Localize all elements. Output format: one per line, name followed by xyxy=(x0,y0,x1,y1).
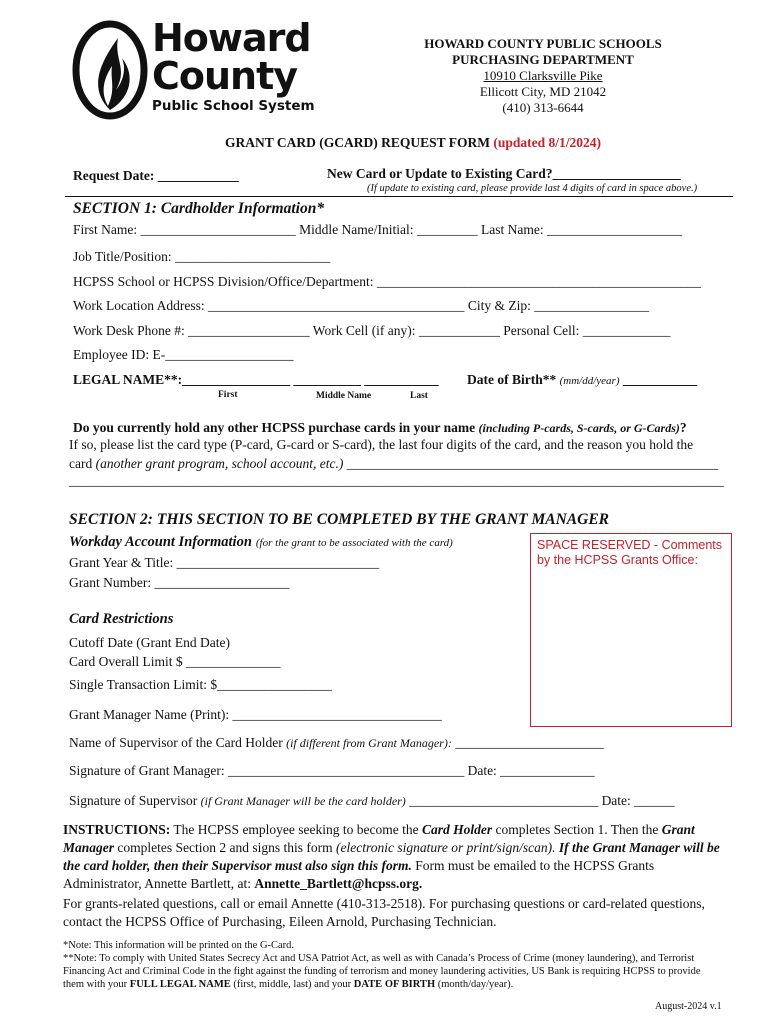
legal-middle-caption: Middle Name xyxy=(316,391,372,401)
instructions-email-link[interactable]: Annette_Bartlett@hcpss.org. xyxy=(254,876,423,891)
dob-format: (mm/dd/year) xyxy=(559,375,620,387)
grant-number-field[interactable]: Grant Number: ____________________ xyxy=(69,575,290,590)
work-address-field[interactable]: Work Location Address: ______________________________________ City & Zip: _________________ xyxy=(73,298,650,313)
street-address: 10910 Clarksville Pike xyxy=(483,68,603,83)
contact-paragraph: For grants-related questions, call or email Annette (410-313-2518). For purchasing questions or card-related questions, contact the HCPSS Office of Purchasing, Eileen Arnold, Purchasing Technician. xyxy=(63,896,705,929)
employee-id-field[interactable]: Employee ID: E-___________________ xyxy=(73,347,294,362)
instructions-card-holder: Card Holder xyxy=(422,822,493,837)
instructions-paragraph xyxy=(63,821,723,893)
dob-field[interactable] xyxy=(467,372,697,388)
question-instructions: If so, please list the card type (P-card, G-card or S-card), the last four digits of the card, and the reason you hold the xyxy=(69,437,694,452)
dept-name: PURCHASING DEPARTMENT xyxy=(452,52,634,67)
instructions-supervisor-rule: If the Grant Manager will be the card holder, then their Supervisor must also sign this form. xyxy=(63,840,720,873)
other-cards-line-2[interactable]: _________________________________________________________________________________________________ xyxy=(69,473,724,488)
name-fields[interactable]: First Name: _______________________ Middle Name/Initial: _________ Last Name: ____________________ xyxy=(73,222,682,237)
supervisor-signature-condition: (if Grant Manager will be the card holder) xyxy=(200,794,406,808)
city-address: Ellicott City, MD 21042 xyxy=(479,84,607,99)
question-card-types: (including P-cards, S-cards, or G-Cards) xyxy=(478,421,680,435)
grant-manager-signature-field[interactable]: Signature of Grant Manager: ___________________________________ Date: ______________ xyxy=(69,763,595,778)
phone-number: (410) 313-6644 xyxy=(502,100,584,115)
phone-fields[interactable]: Work Desk Phone #: __________________ Work Cell (if any): ____________ Personal Cell: _____________ xyxy=(73,323,671,338)
grant-manager-name-field[interactable]: Grant Manager Name (Print): _______________________________ xyxy=(69,707,442,722)
card-word: card xyxy=(69,456,93,471)
divider xyxy=(65,196,733,197)
cutoff-date-field[interactable]: Cutoff Date (Grant End Date) xyxy=(69,635,230,650)
legal-first-caption: First xyxy=(218,390,238,400)
supervisor-signature-line: ____________________________ Date: ______ xyxy=(409,793,675,808)
school-field[interactable]: HCPSS School or HCPSS Division/Office/Department: ________________________________________________ xyxy=(73,274,701,289)
section2-heading: SECTION 2: THIS SECTION TO BE COMPLETED BY THE GRANT MANAGER xyxy=(69,511,610,528)
single-transaction-field[interactable]: Single Transaction Limit: $_________________ xyxy=(69,677,332,692)
instructions-text-1: The HCPSS employee seeking to become the xyxy=(173,822,419,837)
grants-office-comments-box[interactable]: SPACE RESERVED - Comments by the HCPSS Grants Office: xyxy=(530,533,732,727)
workday-title: Workday Account Information xyxy=(69,534,252,550)
note-2-legal-name: FULL LEGAL NAME xyxy=(129,979,231,990)
hcpss-logo xyxy=(70,18,340,123)
job-title-field[interactable]: Job Title/Position: _______________________ xyxy=(73,249,331,264)
instructions-text-3: completes Section 2 and signs this form xyxy=(117,840,333,855)
supervisor-signature-label: Signature of Supervisor xyxy=(69,793,198,808)
instructions-label: INSTRUCTIONS: xyxy=(63,822,171,837)
note-2-text: **Note: To comply with United States Secrecy Act and USA Patriot Act, as well as with Canada’s Process of Crime (money laundering), and Terrorist Financing Act and Criminal Code in the fight against the funding of terrorism and money laundering activities, US Bank is requiring HCPSS to provide them with your xyxy=(63,953,701,990)
question-mark: ? xyxy=(679,420,687,435)
instructions-signature-options: (electronic signature or print/sign/scan). xyxy=(336,840,556,855)
instructions-email-text: Form must be emailed to the HCPSS Grants Administrator, Annette Bartlett, at: xyxy=(63,858,655,891)
section1-heading: SECTION 1: Cardholder Information* xyxy=(73,200,325,217)
note-2 xyxy=(63,952,723,991)
card-line: _______________________________________________________ xyxy=(346,456,718,471)
dob-label: Date of Birth** xyxy=(467,372,557,387)
other-cards-field[interactable] xyxy=(69,456,718,472)
logo-county: County xyxy=(152,54,298,98)
workday-note: (for the grant to be associated with the card) xyxy=(255,537,453,549)
version-footer: August-2024 v.1 xyxy=(655,1001,722,1012)
other-cards-question xyxy=(73,420,687,436)
supervisor-name-field[interactable] xyxy=(69,735,604,751)
question-text: Do you currently hold any other HCPSS purchase cards in your name xyxy=(73,420,476,435)
request-date-field[interactable]: Request Date: ____________ xyxy=(73,168,239,183)
note-2-dob: DATE OF BIRTH xyxy=(353,979,436,990)
supervisor-line: ______________________ xyxy=(455,735,604,750)
new-card-field[interactable]: New Card or Update to Existing Card?___________________ xyxy=(327,166,681,181)
card-examples: (another grant program, school account, etc.) xyxy=(95,456,344,471)
grant-year-field[interactable]: Grant Year & Title: ______________________________ xyxy=(69,555,380,570)
note-2-text-3: (month/day/year). xyxy=(437,979,514,990)
supervisor-condition: (if different from Grant Manager): xyxy=(286,736,452,750)
instructions-text-2: completes Section 1. Then the xyxy=(495,822,659,837)
org-name: HOWARD COUNTY PUBLIC SCHOOLS xyxy=(424,36,662,51)
supervisor-signature-field[interactable] xyxy=(69,793,675,809)
logo-howard: Howard xyxy=(152,16,311,60)
legal-last-caption: Last xyxy=(410,391,428,401)
card-restrictions-heading: Card Restrictions xyxy=(69,611,174,627)
department-header xyxy=(388,36,698,116)
overall-limit-field[interactable]: Card Overall Limit $ ______________ xyxy=(69,654,281,669)
form-title-main: GRANT CARD (GCARD) REQUEST FORM xyxy=(225,135,491,150)
dob-line: ___________ xyxy=(622,372,698,387)
legal-name-field[interactable]: LEGAL NAME**:________________ __________ ___________ xyxy=(73,372,439,387)
workday-heading xyxy=(69,533,453,551)
form-title xyxy=(225,135,601,151)
instructions-grant-manager: Grant Manager xyxy=(63,822,695,855)
note-1: *Note: This information will be printed on the G-Card. xyxy=(63,940,295,951)
logo-subtitle: Public School System xyxy=(152,98,315,114)
supervisor-label: Name of Supervisor of the Card Holder xyxy=(69,735,283,750)
form-updated-date: (updated 8/1/2024) xyxy=(493,135,602,150)
update-note: (If update to existing card, please provide last 4 digits of card in space above.) xyxy=(367,183,698,194)
note-2-text-2: (first, middle, last) and your xyxy=(233,979,352,990)
